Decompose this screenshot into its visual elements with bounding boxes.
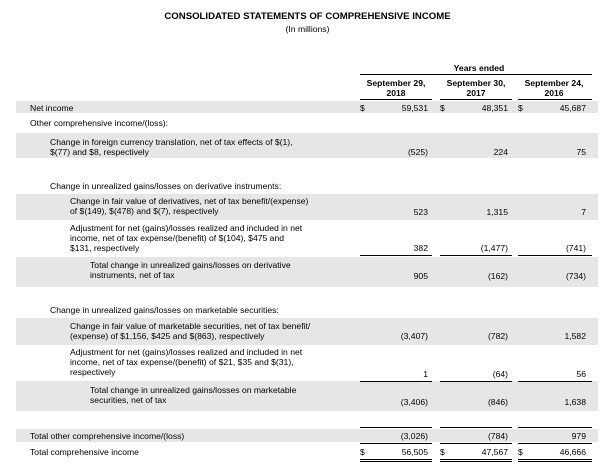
row-label-deriv-fv: Change in fair value of derivatives, net of tax benefit/(expense) of $(149), $(478) and $(7), respectively [70, 196, 309, 216]
col-underline [360, 99, 432, 100]
col-underline [518, 99, 592, 100]
row-label-total-ci: Total comprehensive income [30, 447, 139, 457]
currency-symbol: $ [518, 103, 523, 113]
subtotal-rule [440, 427, 512, 428]
currency-symbol: $ [440, 103, 445, 113]
subtotal-rule [440, 381, 512, 382]
subtotal-rule [360, 255, 432, 256]
row-shade [16, 101, 598, 113]
value-deriv-fv-2018: 523 [413, 207, 428, 217]
value-deriv-adj-2017: (1,477) [480, 243, 508, 253]
section-header-derivatives: Change in unrealized gains/losses on derivative instruments: [50, 181, 282, 191]
row-label-sec-fv: Change in fair value of marketable securities, net of tax benefit/ (expense) of $1,156, $425 and $(863), respectively [70, 321, 311, 341]
subtotal-rule [360, 381, 432, 382]
section-header-oci: Other comprehensive income/(loss): [30, 118, 169, 128]
section-header-securities: Change in unrealized gains/losses on marketable securities: [50, 305, 279, 315]
subtotal-rule [440, 255, 512, 256]
currency-symbol: $ [440, 447, 445, 457]
value-total-ci-2017: 47,567 [481, 447, 508, 457]
total-double-rule [518, 459, 592, 462]
value-sec-total-2016: 1,638 [564, 397, 586, 407]
col-header-2017: September 30, 2017 [446, 78, 506, 98]
value-sec-total-2017: (846) [487, 397, 508, 407]
value-total-ci-2016: 46,666 [559, 447, 586, 457]
value-deriv-fv-2016: 7 [581, 207, 586, 217]
col-header-2018: September 29, 2018 [366, 78, 426, 98]
value-sec-adj-2016: 56 [576, 369, 586, 379]
row-label-deriv-total: Total change in unrealized gains/losses on derivative instruments, net of tax [90, 260, 291, 280]
value-fx-2017: 224 [493, 147, 508, 157]
subtotal-rule [360, 427, 432, 428]
value-fx-2018: (525) [407, 147, 428, 157]
row-label-sec-adj: Adjustment for net (gains)/losses realized and included in net income, net of tax expense/(benefit) of $21, $35 and $(31), respectively [70, 347, 303, 377]
total-double-rule [360, 459, 432, 462]
statement-title: CONSOLIDATED STATEMENTS OF COMPREHENSIVE INCOME [164, 11, 451, 22]
subtotal-rule [518, 427, 592, 428]
row-label-net-income: Net income [30, 103, 74, 113]
col-underline [440, 99, 512, 100]
total-double-rule [440, 459, 512, 462]
subtotal-rule [518, 255, 592, 256]
statement-subtitle: (In millions) [285, 24, 330, 34]
value-net-income-2017: 48,351 [481, 103, 508, 113]
value-total-ci-2018: 56,505 [401, 447, 428, 457]
currency-symbol: $ [360, 103, 365, 113]
value-net-income-2016: 45,687 [559, 103, 586, 113]
subtotal-rule [440, 443, 512, 444]
years-ended-label: Years ended [453, 63, 505, 73]
value-total-oci-2018: (3,026) [400, 431, 428, 441]
row-label-total-oci: Total other comprehensive income/(loss) [30, 431, 185, 441]
subtotal-rule [518, 381, 592, 382]
value-sec-fv-2018: (3,407) [400, 331, 428, 341]
value-deriv-adj-2018: 382 [413, 243, 428, 253]
subtotal-rule [360, 443, 432, 444]
value-sec-fv-2016: 1,582 [564, 331, 586, 341]
value-total-oci-2016: 979 [571, 431, 586, 441]
value-deriv-fv-2017: 1,315 [486, 207, 508, 217]
value-net-income-2018: 59,531 [401, 103, 428, 113]
value-sec-total-2018: (3,406) [400, 397, 428, 407]
currency-symbol: $ [518, 447, 523, 457]
currency-symbol: $ [360, 447, 365, 457]
subtotal-rule [518, 443, 592, 444]
value-sec-adj-2018: 1 [423, 369, 428, 379]
value-sec-adj-2017: (64) [492, 369, 508, 379]
value-deriv-total-2018: 905 [413, 271, 428, 281]
value-deriv-total-2017: (162) [487, 271, 508, 281]
value-total-oci-2017: (784) [487, 431, 508, 441]
value-deriv-total-2016: (734) [565, 271, 586, 281]
row-label-fx: Change in foreign currency translation, net of tax effects of $(1), $(77) and $8, respectively [50, 137, 293, 157]
row-label-deriv-adj: Adjustment for net (gains)/losses realized and included in net income, net of tax expense/(benefit) of $(104), $475 and $131, respectively [70, 223, 303, 253]
col-header-2016: September 24, 2016 [524, 78, 584, 98]
row-label-sec-total: Total change in unrealized gains/losses on marketable securities, net of tax [90, 385, 297, 405]
value-fx-2016: 75 [576, 147, 586, 157]
value-sec-fv-2017: (782) [487, 331, 508, 341]
years-underline [360, 74, 592, 75]
value-deriv-adj-2016: (741) [565, 243, 586, 253]
